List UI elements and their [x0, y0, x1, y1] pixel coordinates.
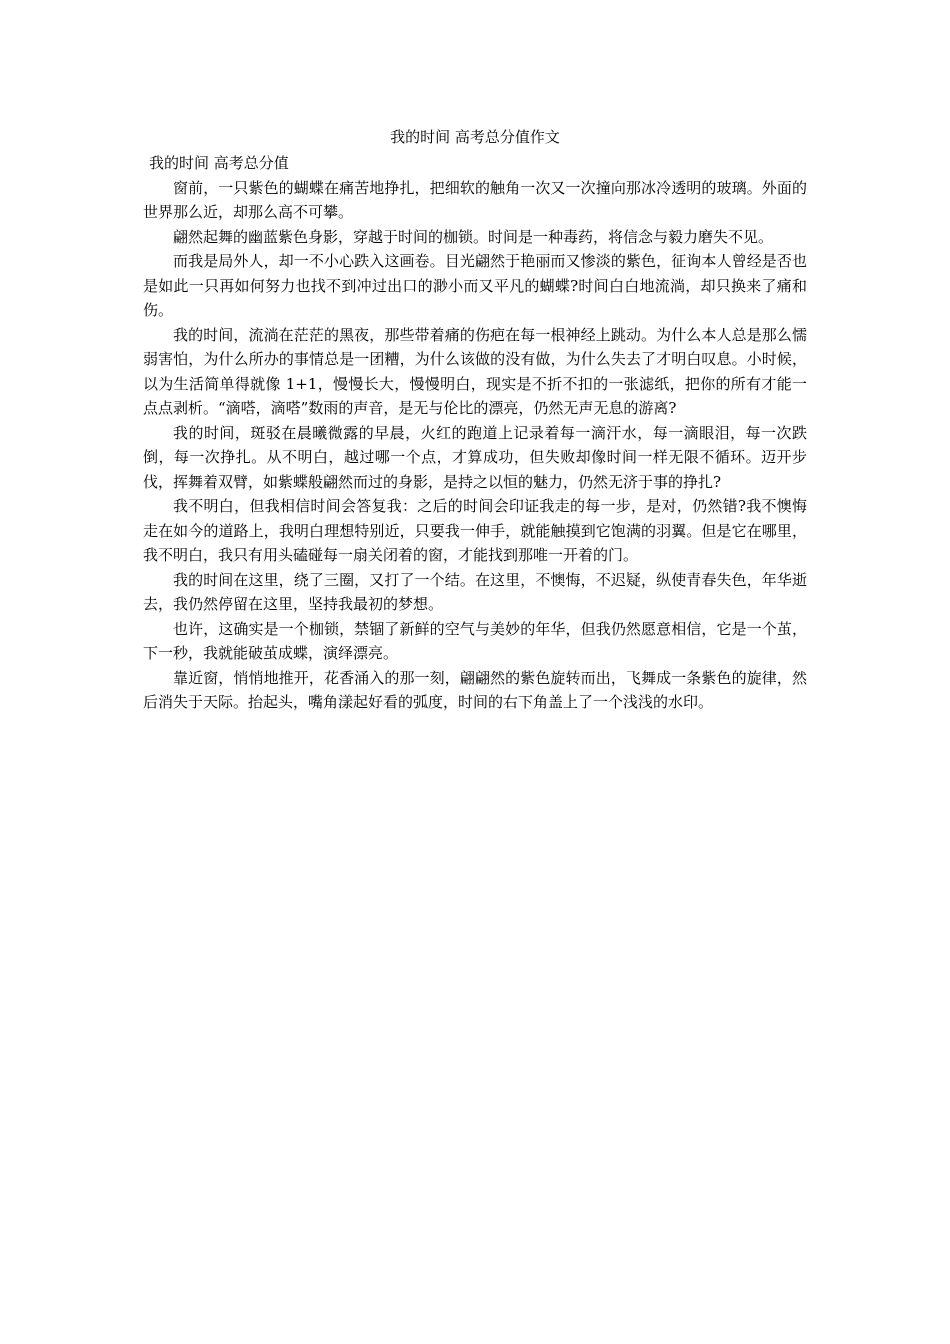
paragraph-3: 而我是局外人，却一不小心跌入这画卷。目光翩然于艳丽而又惨淡的紫色，征询本人曾经是否也是如此一只再如何努力也找不到冲过出口的渺小而又平凡的蝴蝶?时间白白地流淌，却只换来了痛和伤。	[143, 252, 807, 319]
paragraph-1: 窗前，一只紫色的蝴蝶在痛苦地挣扎，把细软的触角一次又一次撞向那冰冷透明的玻璃。外面的世界那么近，却那么高不可攀。	[143, 178, 807, 221]
paragraph-7: 我的时间在这里，绕了三圈，又打了一个结。在这里，不懊悔，不迟疑，纵使青春失色，年华逝去，我仍然停留在这里，坚持我最初的梦想。	[143, 570, 807, 613]
document-body	[143, 151, 807, 715]
paragraph-8: 也许，这确实是一个枷锁，禁锢了新鲜的空气与美妙的年华，但我仍然愿意相信，它是一个茧，下一秒，我就能破茧成蝶，演绎漂亮。	[143, 619, 807, 662]
paragraph-2: 翩然起舞的幽蓝紫色身影，穿越于时间的枷锁。时间是一种毒药，将信念与毅力磨失不见。	[173, 227, 774, 246]
paragraph-9: 靠近窗，悄悄地推开，花香涌入的那一刻，翩翩然的紫色旋转而出，飞舞成一条紫色的旋律，然后消失于天际。抬起头，嘴角漾起好看的弧度，时间的右下角盖上了一个浅浅的水印。	[143, 668, 807, 711]
document-subtitle: 我的时间 高考总分值	[149, 154, 289, 172]
paragraph-6: 我不明白，但我相信时间会答复我：之后的时间会印证我走的每一步，是对，仍然错?我不懊悔走在如今的道路上，我明白理想特别近，只要我一伸手，就能触摸到它饱满的羽翼。但是它在哪里，我不明白，我只有用头磕碰每一扇关闭着的窗，才能找到那唯一开着的门。	[143, 497, 807, 564]
paragraph-5: 我的时间，斑驳在晨曦微露的早晨，火红的跑道上记录着每一滴汗水，每一滴眼泪，每一次跌倒，每一次挣扎。从不明白，越过哪一个点，才算成功，但失败却像时间一样无限不循环。迈开步伐，挥舞着双臂，如紫蝶般翩然而过的身影，是持之以恒的魅力，仍然无济于事的挣扎?	[143, 423, 807, 491]
paragraph-4: 我的时间，流淌在茫茫的黑夜，那些带着痛的伤疤在每一根神经上跳动。为什么本人总是那么懦弱害怕，为什么所办的事情总是一团糟，为什么该做的没有做，为什么失去了才明白叹息。小时候，以为生活简单得就像 1+1，慢慢长大，慢慢明白，现实是不折不扣的一张滤纸，把你的所有才能一点点剥析。“滴嗒，滴嗒”数雨的声音，是无与伦比的漂亮，仍然无声无息的游离?	[143, 325, 807, 417]
document-title: 我的时间 高考总分值作文	[390, 128, 560, 146]
